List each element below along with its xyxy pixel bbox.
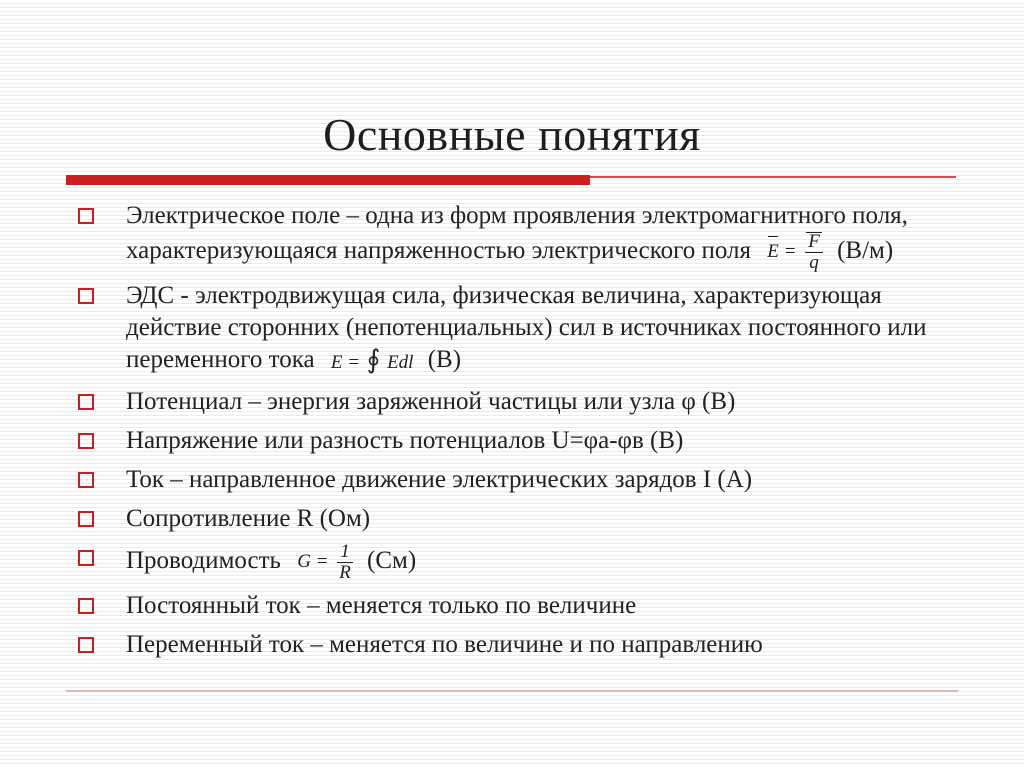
square-bullet-icon [78,637,94,653]
formula-fraction [805,232,823,273]
formula-lhs: G [297,550,311,572]
item-text: Ток – направленное движение электрических зарядов I (А) [126,466,753,493]
formula-denominator: q [809,252,819,273]
title-divider-line [590,176,956,178]
emf-formula [331,344,414,379]
title-accent-bar [66,175,590,185]
item-text: Электрическое поле – одна из форм проявления электромагнитного поля, характеризующаяся напряженностью электрического поля [126,202,908,265]
list-item-resistance [74,503,964,535]
list-item-voltage [74,425,964,457]
square-bullet-icon [78,472,94,488]
item-text: Сопротивление R (Ом) [126,505,371,532]
slide-title: Основные понятия [323,109,701,160]
formula-eq: = [347,352,361,373]
square-bullet-icon [78,208,94,224]
formula-eq: = [315,550,329,572]
item-text: Потенциал – энергия заряженной частицы или узла φ (В) [126,388,736,415]
list-item-emf [74,280,964,379]
list-item-potential [74,386,964,418]
conductance-formula [297,542,353,583]
square-bullet-icon [78,511,94,527]
bottom-divider-line [66,690,958,692]
square-bullet-icon [78,288,94,304]
list-item-current [74,464,964,496]
item-text: Напряжение или разность потенциалов U=φа-φв (В) [126,427,684,454]
formula-fraction [337,542,353,583]
item-text: Проводимость [126,547,281,575]
formula-eq: = [783,240,797,262]
list-item-direct-current [74,590,964,622]
item-text: Переменный ток – меняется по величине и по направлению [126,631,763,658]
formula-body: Edl [387,352,414,373]
item-unit: (См) [367,547,417,575]
formula-lhs: E [767,236,779,268]
contour-integral-icon: ∮ [366,345,381,374]
square-bullet-icon [78,433,94,449]
list-item-conductance [74,542,964,583]
square-bullet-icon [78,550,94,566]
list-item-electric-field [74,200,964,273]
square-bullet-icon [78,598,94,614]
formula-numerator: 1 [337,542,353,563]
item-text: Постоянный ток – меняется только по величине [126,592,637,619]
formula-lhs: E [330,352,343,373]
formula-denominator: R [339,562,351,583]
formula-numerator: F [805,232,823,253]
item-text: ЭДС - электродвижущая сила, физическая величина, характеризующая действие сторонних (непотенциальных) сил в источниках постоянного или переменного тока [126,282,927,374]
concept-list [74,200,964,668]
item-unit: (В/м) [837,237,894,265]
item-unit: (В) [427,346,462,374]
square-bullet-icon [78,394,94,410]
list-item-alternating-current [74,629,964,661]
field-strength-formula [767,232,823,273]
